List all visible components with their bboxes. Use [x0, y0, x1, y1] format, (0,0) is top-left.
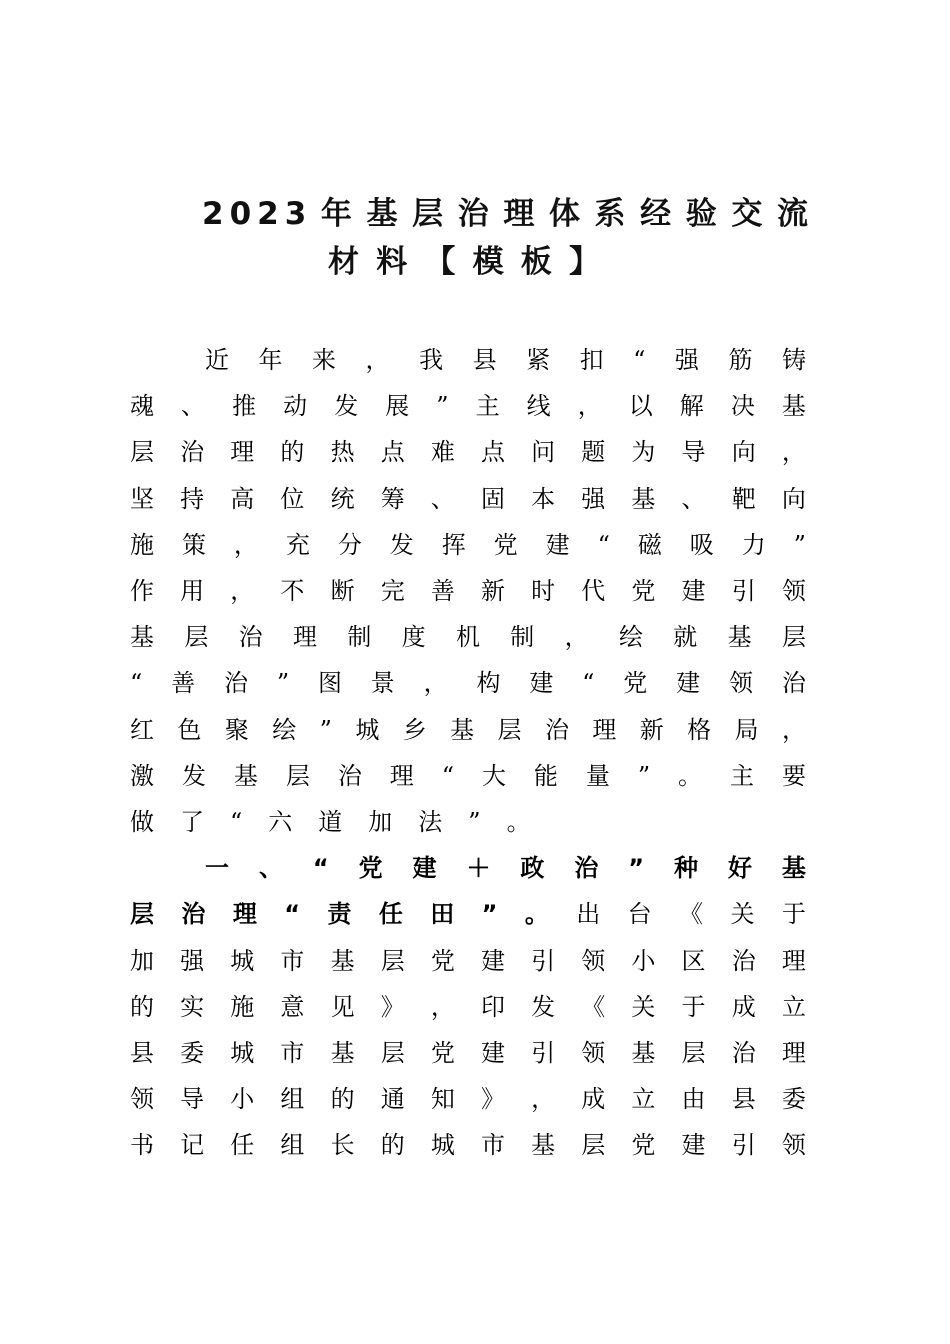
body-char: 治	[544, 715, 569, 744]
body-char: 点	[380, 438, 405, 467]
body-char: 发	[181, 761, 206, 790]
body-char: ，	[564, 623, 589, 652]
body-char: 大	[481, 761, 506, 790]
body-char: 解	[679, 392, 704, 421]
body-char: 党	[358, 854, 383, 883]
body-char: 强	[674, 346, 699, 374]
body-char: 知	[430, 1085, 455, 1114]
body-char: 关	[730, 900, 755, 929]
body-char: 强	[581, 484, 606, 513]
body-char: 好	[727, 854, 752, 883]
body-char: ＋	[466, 854, 491, 883]
body-char: ”	[436, 392, 449, 421]
body-char: 建	[681, 1131, 706, 1160]
body-char: 色	[177, 715, 202, 744]
body-char: 靶	[731, 484, 756, 513]
body-char: 基	[450, 715, 475, 744]
body-char: 治	[731, 946, 756, 975]
body-char: 。	[506, 808, 531, 836]
body-char: 理	[292, 623, 317, 652]
body-char: 《	[679, 900, 704, 929]
body-char: 基	[531, 1131, 556, 1160]
body-char: 吸	[689, 530, 714, 559]
body-line	[130, 1122, 806, 1168]
body-char: 热	[330, 438, 355, 467]
body-char: 成	[731, 992, 756, 1021]
body-char: 发	[334, 392, 359, 421]
body-line	[130, 1030, 806, 1076]
body-char: 加	[130, 946, 154, 975]
body-char: “	[230, 808, 243, 836]
body-char: 要	[781, 761, 806, 790]
body-char: ”	[637, 761, 651, 790]
body-char: 善	[171, 669, 196, 698]
body-char: 不	[280, 577, 305, 605]
body-char: 基	[781, 392, 806, 421]
body-char: 基	[130, 623, 154, 652]
body-char: 》	[380, 992, 405, 1021]
body-char: 题	[581, 438, 606, 467]
body-char: 委	[781, 1085, 806, 1114]
body-char: 小	[631, 946, 656, 975]
body-char: 意	[280, 992, 305, 1021]
body-char: 就	[673, 623, 698, 652]
body-char: 难	[430, 438, 455, 467]
body-char: 治	[574, 854, 599, 883]
body-char: 制	[510, 623, 535, 652]
body-char: 党	[631, 577, 656, 605]
body-char: ，	[781, 715, 806, 744]
body-char: 领	[781, 577, 806, 605]
body-char: 市	[480, 1131, 505, 1160]
body-char: 红	[130, 715, 154, 744]
body-char: 种	[674, 854, 698, 883]
body-char: ，	[577, 392, 602, 421]
body-char: 筹	[380, 484, 405, 513]
body-char: 建	[676, 669, 701, 698]
body-char: 治	[781, 669, 806, 698]
body-char: 我	[419, 346, 444, 374]
body-char: 理	[232, 900, 257, 929]
body-char: ，	[230, 577, 255, 605]
body-char: 层	[285, 761, 310, 790]
body-char: 道	[318, 808, 343, 836]
body-char: 《	[581, 992, 606, 1021]
body-char: 组	[280, 1131, 305, 1160]
body-char: 局	[734, 715, 759, 744]
body-char: 书	[130, 1131, 154, 1160]
body-char: ，	[781, 438, 806, 467]
body-char: 一	[205, 854, 229, 883]
body-char: 坚	[130, 484, 154, 513]
body-char: 力	[741, 530, 766, 559]
body-char: 层	[581, 1131, 606, 1160]
body-char: 市	[280, 1039, 305, 1067]
body-char: ”	[628, 854, 645, 883]
body-char: 的	[380, 1131, 405, 1160]
body-char: 新	[480, 577, 505, 605]
body-char: 新	[639, 715, 664, 744]
body-char: 、	[258, 854, 283, 883]
body-char: 导	[180, 1085, 205, 1114]
body-char: ”	[793, 530, 806, 559]
document-title-line-1: 2023年基层治理体系经验交流	[202, 196, 814, 232]
body-char: 绘	[272, 715, 297, 744]
body-char: 见	[330, 992, 355, 1021]
body-char: 做	[130, 808, 154, 836]
body-char: 。	[524, 900, 549, 929]
body-char: 代	[581, 577, 606, 605]
body-char: 向	[731, 438, 756, 467]
body-char: 推	[232, 392, 257, 421]
body-char: 乡	[402, 715, 427, 744]
body-char: 领	[581, 946, 606, 975]
body-char: 立	[631, 1085, 656, 1114]
body-char: 主	[730, 761, 754, 790]
body-line	[130, 383, 806, 429]
body-char: “	[284, 900, 300, 929]
body-char: 层	[380, 946, 405, 975]
body-char: 层	[130, 438, 154, 467]
body-char: 时	[531, 577, 556, 605]
body-char: 理	[230, 438, 255, 467]
body-char: 县	[731, 1085, 756, 1114]
body-char: 格	[687, 715, 712, 744]
body-char: 治	[180, 438, 205, 467]
body-char: 充	[285, 530, 310, 559]
body-char: 立	[781, 992, 806, 1021]
body-char: 作	[130, 577, 154, 605]
body-char: 城	[430, 1131, 455, 1160]
body-char: 建	[480, 946, 505, 975]
body-char: 展	[385, 392, 410, 421]
body-line	[130, 938, 806, 984]
body-char: 来	[312, 346, 337, 374]
body-char: 建	[480, 1039, 505, 1067]
body-char: 。	[678, 761, 703, 790]
body-line	[205, 845, 806, 891]
body-char: ，	[365, 346, 390, 374]
body-char: 基	[330, 1039, 355, 1067]
body-char: 能	[533, 761, 558, 790]
body-char: 理	[592, 715, 617, 744]
body-char: 本	[531, 484, 556, 513]
body-char: 治	[337, 761, 362, 790]
body-char: 田	[430, 900, 455, 929]
body-char: 激	[130, 761, 154, 790]
body-char: 领	[130, 1085, 154, 1114]
body-char: 点	[480, 438, 505, 467]
body-char: 的	[330, 1085, 355, 1114]
body-char: 组	[280, 1085, 305, 1114]
body-char: 高	[230, 484, 255, 513]
body-char: 》	[480, 1085, 505, 1114]
body-char: 城	[230, 1039, 255, 1067]
body-char: 磁	[637, 530, 662, 559]
body-char: 通	[380, 1085, 405, 1114]
body-char: 主	[475, 392, 500, 421]
body-char: 责	[327, 900, 352, 929]
body-line	[130, 429, 806, 475]
body-line	[130, 891, 806, 937]
body-char: “	[582, 669, 595, 698]
body-char: 基	[233, 761, 258, 790]
body-char: 构	[476, 669, 501, 698]
body-char: “	[312, 854, 329, 883]
body-char: 基	[631, 1039, 656, 1067]
body-char: 为	[631, 438, 656, 467]
body-char: 任	[230, 1131, 255, 1160]
body-char: 引	[731, 577, 756, 605]
body-char: 城	[230, 946, 255, 975]
body-char: 六	[268, 808, 293, 836]
body-char: 分	[337, 530, 362, 559]
body-char: 近	[205, 346, 229, 374]
body-char: 台	[627, 900, 652, 929]
body-char: 城	[355, 715, 380, 744]
body-line	[130, 984, 806, 1030]
body-char: 机	[455, 623, 480, 652]
body-char: 治	[181, 900, 206, 929]
body-char: 、	[181, 392, 206, 421]
body-char: 政	[520, 854, 545, 883]
body-char: 基	[330, 946, 355, 975]
body-char: 长	[330, 1131, 355, 1160]
body-char: 理	[389, 761, 414, 790]
body-line	[130, 707, 806, 753]
body-char: 建	[412, 854, 437, 883]
body-char: 年	[258, 346, 283, 374]
body-char: “	[441, 761, 454, 790]
body-char: 施	[230, 992, 255, 1021]
body-char: 用	[180, 577, 205, 605]
body-char: 层	[497, 715, 522, 744]
body-char: 持	[180, 484, 205, 513]
body-char: 紧	[526, 346, 551, 374]
body-char: 记	[180, 1131, 205, 1160]
body-char: 治	[731, 1039, 756, 1067]
body-char: 党	[430, 1039, 455, 1067]
body-char: 法	[418, 808, 443, 836]
document-title-line-2: 材料【模板】	[328, 244, 606, 280]
body-char: ，	[423, 669, 448, 698]
body-char: 以	[628, 392, 653, 421]
body-char: “	[633, 346, 646, 374]
body-char: 完	[380, 577, 405, 605]
body-char: ”	[481, 900, 498, 929]
body-char: 于	[781, 900, 806, 929]
body-char: 发	[531, 992, 556, 1021]
body-char: 、	[681, 484, 706, 513]
body-char: ，	[430, 992, 455, 1021]
body-char: 层	[681, 1039, 706, 1067]
body-char: 引	[731, 1131, 756, 1160]
body-char: 善	[430, 577, 455, 605]
body-char: 度	[401, 623, 426, 652]
body-char: 层	[380, 1039, 405, 1067]
body-char: 绘	[618, 623, 643, 652]
body-char: 理	[781, 946, 806, 975]
body-char: 市	[280, 946, 305, 975]
body-char: 领	[781, 1131, 806, 1160]
body-char: 了	[180, 808, 204, 836]
body-line	[130, 476, 806, 522]
body-char: 统	[330, 484, 355, 513]
body-char: 关	[631, 992, 656, 1021]
body-char: 党	[493, 530, 518, 559]
body-char: 导	[681, 438, 706, 467]
body-char: 实	[180, 992, 205, 1021]
body-line	[205, 337, 806, 383]
body-char: 固	[480, 484, 505, 513]
body-char: 县	[130, 1039, 154, 1067]
body-char: 小	[230, 1085, 255, 1114]
body-char: 策	[181, 530, 206, 559]
body-char: 挥	[441, 530, 466, 559]
body-line	[130, 522, 806, 568]
body-char: 扣	[579, 346, 604, 374]
body-char: 领	[728, 669, 753, 698]
body-char: 发	[389, 530, 414, 559]
body-char: 党	[631, 1131, 656, 1160]
body-char: 的	[280, 438, 305, 467]
body-char: 向	[781, 484, 806, 513]
body-char: 景	[370, 669, 395, 698]
body-char: 动	[283, 392, 308, 421]
body-char: 、	[430, 484, 455, 513]
body-char: 建	[681, 577, 706, 605]
body-char: 党	[623, 669, 648, 698]
body-char: 基	[781, 854, 806, 883]
body-char: 基	[727, 623, 752, 652]
body-char: ”	[276, 669, 290, 698]
body-char: 筋	[728, 346, 753, 374]
body-char: 铸	[781, 346, 806, 374]
body-char: 引	[531, 1039, 556, 1067]
body-char: 领	[581, 1039, 606, 1067]
body-char: 基	[631, 484, 656, 513]
body-char: “	[597, 530, 610, 559]
body-char: 位	[280, 484, 305, 513]
body-char: 出	[576, 900, 601, 929]
body-char: 任	[378, 900, 403, 929]
body-char: 施	[130, 530, 154, 559]
body-char: 县	[472, 346, 497, 374]
body-char: 图	[317, 669, 342, 698]
body-char: ，	[233, 530, 258, 559]
body-char: 治	[223, 669, 248, 698]
body-char: 建	[545, 530, 570, 559]
body-line	[130, 1076, 806, 1122]
body-char: ，	[531, 1085, 556, 1114]
body-char: 委	[180, 1039, 205, 1067]
body-char: “	[130, 669, 143, 698]
body-char: 问	[531, 438, 556, 467]
body-char: 由	[681, 1085, 706, 1114]
body-char: 治	[238, 623, 263, 652]
body-char: 强	[180, 946, 205, 975]
body-char: 印	[480, 992, 505, 1021]
body-char: 层	[130, 900, 154, 929]
body-char: 线	[526, 392, 551, 421]
body-char: 于	[681, 992, 706, 1021]
body-char: 层	[781, 623, 806, 652]
body-char: 加	[368, 808, 393, 836]
body-char: 理	[781, 1039, 806, 1067]
body-char: 区	[681, 946, 706, 975]
body-char: 制	[347, 623, 372, 652]
body-char: ”	[468, 808, 481, 836]
body-char: 的	[130, 992, 154, 1021]
body-char: ”	[319, 715, 332, 744]
body-char: 聚	[224, 715, 249, 744]
body-char: 决	[730, 392, 755, 421]
body-line	[130, 753, 806, 799]
body-char: 量	[585, 761, 610, 790]
body-line	[130, 660, 806, 706]
body-char: 党	[430, 946, 455, 975]
body-line	[130, 614, 806, 660]
body-char: 建	[529, 669, 554, 698]
body-line	[130, 568, 806, 614]
body-line	[130, 799, 806, 845]
body-char: 引	[531, 946, 556, 975]
body-char: 魂	[130, 392, 154, 421]
body-char: 断	[330, 577, 355, 605]
body-char: 成	[581, 1085, 606, 1114]
body-char: 层	[184, 623, 209, 652]
